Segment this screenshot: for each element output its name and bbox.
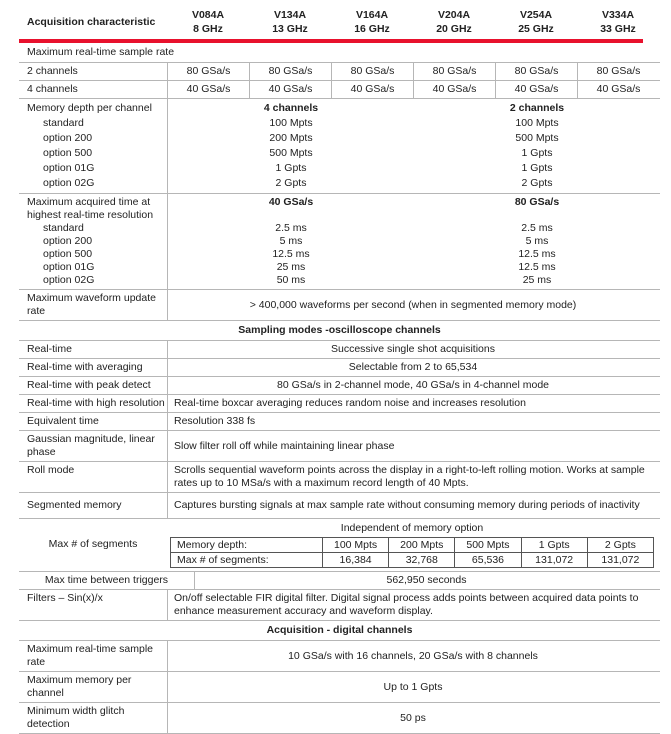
spec-cell: 80 GSa/s (167, 63, 249, 80)
half-col-value: 2 Gpts (275, 177, 307, 189)
spec-label: Maximum real-time sample rate (27, 643, 154, 668)
value-line (168, 274, 660, 287)
section-label-max-sample-rate: Maximum real-time sample rate (19, 43, 660, 63)
model-name: V204A (437, 9, 471, 21)
half-col-header-40gsas: 40 GSa/s (268, 196, 314, 208)
sub-item-label: option 200 (43, 132, 93, 144)
spec-row-waveform-update (19, 290, 660, 321)
spec-row-filters (19, 590, 660, 621)
spec-row-segmented-memory (19, 493, 660, 519)
spec-value: 50 ps (167, 703, 660, 733)
half-col-header-80gsas: 80 GSa/s (514, 196, 560, 208)
half-col-value: 100 Mpts (269, 117, 313, 129)
acquired-time-labels (19, 194, 167, 289)
sub-item-label: standard (43, 117, 84, 129)
half-col-header-2ch: 2 channels (509, 102, 565, 114)
spec-row-2-channels (19, 63, 660, 81)
segments-note: Independent of memory option (340, 522, 484, 534)
sub-item-label: option 02G (43, 274, 95, 286)
half-col-value: 500 Mpts (269, 147, 313, 159)
seg-cell: 500 Mpts (455, 538, 521, 553)
model-bandwidth: 13 GHz (272, 23, 308, 35)
spec-row-4-channels (19, 81, 660, 99)
model-name: V334A (601, 9, 635, 21)
column-header-v164a (331, 8, 413, 36)
spec-label: Segmented memory (27, 499, 122, 511)
spec-label: Roll mode (27, 464, 75, 476)
half-col-value: 2.5 ms (521, 222, 553, 234)
spec-label: Real-time with averaging (27, 361, 143, 373)
spec-label: Real-time with high resolution (27, 397, 165, 409)
spec-row-real-time (19, 341, 660, 359)
seg-row-label: Max # of segments: (171, 553, 323, 568)
seg-cell: 131,072 (587, 553, 653, 568)
section-title-digital-channels: Acquisition - digital channels (19, 621, 660, 641)
spec-row-digital-sample-rate (19, 641, 660, 672)
half-col-value: 2.5 ms (275, 222, 307, 234)
spec-label: Equivalent time (27, 415, 99, 427)
sub-item-label: option 02G (43, 177, 95, 189)
spec-cell: 40 GSa/s (577, 81, 659, 98)
spec-value: On/off selectable FIR digital filter. Digital signal process adds points between acquired data points to enhance measurement accuracy and waveform display. (167, 590, 660, 620)
seg-cell: 32,768 (389, 553, 455, 568)
spec-label: Max # of segments (48, 538, 138, 550)
value-line (168, 235, 660, 248)
value-line (168, 116, 660, 131)
column-header-v204a (413, 8, 495, 36)
spec-value: Selectable from 2 to 65,534 (167, 359, 660, 376)
seg-row-label: Memory depth: (171, 538, 323, 553)
sub-item-label: option 200 (43, 235, 93, 247)
spec-row-roll-mode (19, 462, 660, 493)
spacer-line (168, 209, 660, 222)
spec-row-trigger-time (19, 572, 660, 590)
spec-cell: 40 GSa/s (331, 81, 413, 98)
spec-label-line2: highest real-time resolution (27, 209, 154, 221)
column-header-v084a (167, 8, 249, 36)
half-col-value: 1 Gpts (521, 162, 553, 174)
spec-cell: 40 GSa/s (167, 81, 249, 98)
spec-cell: 80 GSa/s (495, 63, 577, 80)
model-bandwidth: 25 GHz (518, 23, 554, 35)
spec-cell: 80 GSa/s (331, 63, 413, 80)
half-col-header-4ch: 4 channels (263, 102, 319, 114)
seg-cell: 131,072 (521, 553, 587, 568)
spec-value: 10 GSa/s with 16 channels, 20 GSa/s with 8 channels (167, 641, 660, 671)
spec-value: Successive single shot acquisitions (167, 341, 660, 358)
seg-cell: 65,536 (455, 553, 521, 568)
sub-item-label: option 01G (43, 162, 95, 174)
sub-item-label: standard (43, 222, 84, 234)
spec-value: Captures bursting signals at max sample rate without consuming memory during periods of inactivity (167, 493, 660, 518)
spec-row-averaging (19, 359, 660, 377)
spec-row-high-resolution (19, 395, 660, 413)
spec-value: 562,950 seconds (194, 572, 660, 589)
half-col-value: 25 ms (276, 261, 306, 273)
sub-item-label: option 500 (43, 147, 93, 159)
half-col-value: 5 ms (279, 235, 303, 247)
memory-depth-labels (19, 99, 167, 193)
spec-label: Minimum width glitch detection (27, 705, 125, 730)
seg-cell: 100 Mpts (323, 538, 389, 553)
memory-depth-values (167, 99, 660, 193)
spec-row-equivalent-time (19, 413, 660, 431)
spec-label: Real-time (27, 343, 72, 355)
half-col-value: 200 Mpts (269, 132, 313, 144)
value-line (168, 222, 660, 235)
spec-cell: 40 GSa/s (413, 81, 495, 98)
acquired-time-block (19, 194, 660, 290)
spec-value: 80 GSa/s in 2-channel mode, 40 GSa/s in 4-channel mode (167, 377, 660, 394)
model-bandwidth: 33 GHz (600, 23, 636, 35)
model-name: V164A (355, 9, 389, 21)
seg-cell: 16,384 (323, 553, 389, 568)
spec-row-digital-memory (19, 672, 660, 703)
spec-value: Real-time boxcar averaging reduces random noise and increases resolution (167, 395, 660, 412)
half-col-headers (168, 101, 660, 116)
spec-value: Resolution 338 fs (167, 413, 660, 430)
spec-cell: 80 GSa/s (413, 63, 495, 80)
model-bandwidth: 16 GHz (354, 23, 390, 35)
spec-label: Real-time with peak detect (27, 379, 151, 391)
spec-label: 4 channels (27, 83, 78, 95)
half-col-value: 12.5 ms (518, 248, 556, 260)
seg-cell: 1 Gpts (521, 538, 587, 553)
value-line (168, 161, 660, 176)
spec-value: Slow filter roll off while maintaining linear phase (167, 431, 660, 461)
spec-value: Scrolls sequential waveform points across the display in a right-to-left rolling motion. Works at sample rates up to 10 MSa/s with a maximum record length of 40 Mpts. (167, 462, 660, 492)
value-line (168, 146, 660, 161)
segments-table (170, 537, 654, 568)
half-col-value: 25 ms (522, 274, 552, 286)
seg-cell: 200 Mpts (389, 538, 455, 553)
segments-table-row (171, 553, 654, 568)
memory-depth-block (19, 99, 660, 194)
seg-cell: 2 Gpts (587, 538, 653, 553)
value-line (168, 131, 660, 146)
header-row (19, 3, 660, 39)
sub-item-label: option 01G (43, 261, 95, 273)
acquired-time-values (167, 194, 660, 289)
spec-label: Maximum waveform update rate (27, 292, 156, 317)
spec-cell: 80 GSa/s (577, 63, 659, 80)
half-col-value: 12.5 ms (272, 248, 310, 260)
half-col-value: 500 Mpts (515, 132, 559, 144)
header-characteristic-label: Acquisition characteristic (27, 15, 156, 28)
spec-label: Memory depth per channel (27, 102, 152, 114)
column-header-v134a (249, 8, 331, 36)
section-title-sampling-modes: Sampling modes -oscilloscope channels (19, 321, 660, 341)
spec-label: Maximum memory per channel (27, 674, 132, 699)
half-col-value: 1 Gpts (521, 147, 553, 159)
segments-row (19, 519, 660, 572)
half-col-value: 5 ms (525, 235, 549, 247)
spec-cell: 40 GSa/s (249, 81, 331, 98)
spec-cell: 80 GSa/s (249, 63, 331, 80)
half-col-value: 1 Gpts (275, 162, 307, 174)
spec-label: 2 channels (27, 65, 78, 77)
half-col-value: 2 Gpts (521, 177, 553, 189)
sub-item-label: option 500 (43, 248, 93, 260)
column-header-v334a (577, 8, 659, 36)
half-col-value: 12.5 ms (518, 261, 556, 273)
spec-label-line1: Maximum acquired time at (27, 196, 151, 208)
model-bandwidth: 8 GHz (193, 23, 223, 35)
half-col-value: 50 ms (276, 274, 306, 286)
spec-table-page (19, 3, 660, 734)
spec-cell: 40 GSa/s (495, 81, 577, 98)
value-line (168, 261, 660, 274)
segments-table-row (171, 538, 654, 553)
column-header-v254a (495, 8, 577, 36)
spec-value: Up to 1 Gpts (167, 672, 660, 702)
spec-label: Max time between triggers (44, 574, 169, 586)
spec-row-glitch-detection (19, 703, 660, 734)
spec-row-gaussian (19, 431, 660, 462)
spec-label: Gaussian magnitude, linear phase (27, 433, 155, 458)
spec-row-peak-detect (19, 377, 660, 395)
half-col-headers (168, 196, 660, 209)
model-name: V084A (191, 9, 225, 21)
model-bandwidth: 20 GHz (436, 23, 472, 35)
value-line (168, 248, 660, 261)
spec-label: Filters – Sin(x)/x (27, 592, 103, 604)
segments-area (167, 521, 660, 568)
value-line (168, 176, 660, 191)
spec-value: > 400,000 waveforms per second (when in segmented memory mode) (167, 290, 660, 320)
model-name: V134A (273, 9, 307, 21)
half-col-value: 100 Mpts (515, 117, 559, 129)
model-name: V254A (519, 9, 553, 21)
